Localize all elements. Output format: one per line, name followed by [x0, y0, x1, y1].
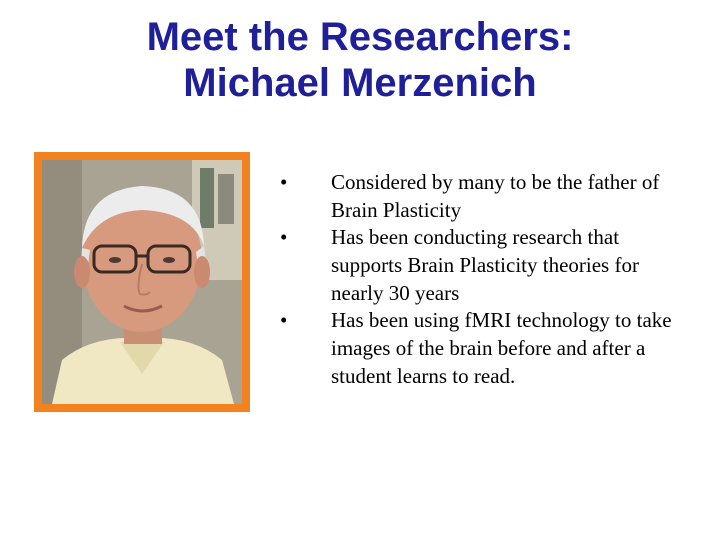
title-line-2: Michael Merzenich — [183, 61, 537, 105]
bullet-text: Has been conducting research that supports Brain Plasticity theories for nearly 30 years — [331, 225, 639, 305]
list-item — [280, 223, 690, 307]
portrait-photo — [42, 160, 242, 404]
bullet-marker: • — [280, 225, 288, 249]
bullet-marker: • — [280, 308, 288, 332]
list-item — [280, 306, 690, 390]
slide-title — [0, 14, 720, 106]
list-item — [280, 168, 690, 224]
portrait-photo-frame — [34, 152, 250, 412]
title-line-1: Meet the Researchers: — [146, 15, 574, 59]
portrait-illustration — [42, 160, 242, 404]
bullet-text: Has been using fMRI technology to take images of the brain before and after a student learns to read. — [331, 308, 672, 388]
bullet-list — [280, 168, 690, 390]
bullet-marker: • — [280, 170, 288, 194]
bullet-text: Considered by many to be the father of Brain Plasticity — [331, 170, 660, 222]
